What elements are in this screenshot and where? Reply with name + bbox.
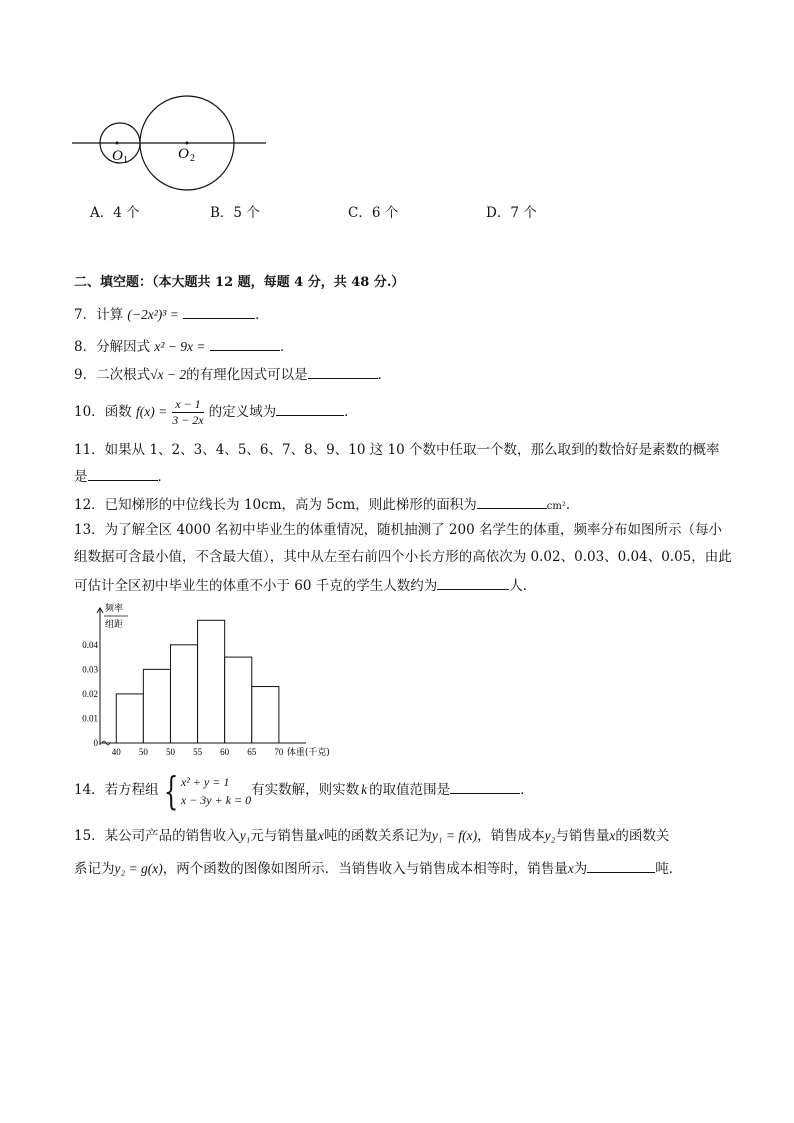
q15-l1e: 与销售量 bbox=[555, 828, 610, 844]
histogram-bar bbox=[198, 620, 225, 743]
question-13-line2: 组数据可含最小值，不含最大值），其中从左至右前四个小长方形的高依次为 0.02、0.03、0.04、0.05，由此 bbox=[74, 549, 732, 565]
histogram-bar bbox=[143, 669, 170, 743]
q12-unit: cm² bbox=[546, 501, 566, 512]
q14-blank bbox=[450, 779, 520, 794]
x-tick-label: 65 bbox=[247, 747, 257, 757]
q13-end: 人． bbox=[509, 578, 537, 594]
q15-x3: x bbox=[567, 861, 574, 876]
x-tick-label: 70 bbox=[274, 747, 284, 757]
q9-end: ． bbox=[377, 367, 392, 383]
q10-num: 10． bbox=[74, 404, 105, 420]
x-tick-label: 60 bbox=[220, 747, 230, 757]
q15-l2b: ，两个函数的图像如图所示．当销售收入与销售成本相等时，销售量 bbox=[162, 861, 568, 877]
x-tick-label: 40 bbox=[111, 747, 121, 757]
q12-end: ． bbox=[565, 497, 580, 513]
q15-f-expr: y₁ = f(x) bbox=[431, 828, 478, 843]
y-label-bottom: 组距 bbox=[105, 620, 124, 630]
question-7 bbox=[74, 304, 269, 325]
q15-end: 吨． bbox=[655, 861, 683, 877]
y-tick-label: 0 bbox=[93, 738, 98, 748]
x-tick-label: 50 bbox=[138, 747, 148, 757]
label-o1: O bbox=[112, 148, 123, 164]
question-10 bbox=[74, 394, 358, 430]
q9-expr: √x − 2 bbox=[150, 367, 187, 382]
q14-var: k bbox=[361, 782, 368, 797]
q10-frac-num: x − 1 bbox=[172, 397, 203, 413]
q15-x1: x bbox=[317, 828, 324, 843]
q10-text2: 的定义域为 bbox=[208, 404, 277, 420]
y-tick-label: 0.01 bbox=[82, 713, 98, 724]
q13-blank bbox=[437, 575, 509, 590]
q14-system bbox=[159, 768, 252, 813]
q15-x2: x bbox=[609, 828, 616, 843]
q10-expr: f(x) = bbox=[135, 404, 168, 419]
q14-text3: 的取值范围是 bbox=[369, 782, 451, 798]
histogram-chart bbox=[80, 600, 330, 762]
q10-end: ． bbox=[344, 404, 358, 420]
question-14 bbox=[74, 768, 534, 812]
q15-l1f: 的函数关 bbox=[615, 828, 670, 844]
q11-blank bbox=[88, 466, 158, 481]
q15-l1d: ，销售成本 bbox=[477, 828, 545, 844]
q15-y1: y₁ bbox=[239, 828, 251, 843]
q15-y2: y₂ bbox=[544, 828, 556, 843]
label-o2-sub: 2 bbox=[190, 153, 195, 164]
y-tick-label: 0.04 bbox=[82, 639, 98, 650]
histogram-bar bbox=[225, 657, 252, 743]
q9-text2: 的有理化因式可以是 bbox=[186, 367, 308, 383]
question-13-line3 bbox=[74, 575, 536, 596]
q13-line3-text: 可估计全区初中毕业生的体重不小于 60 千克的学生人数约为 bbox=[74, 578, 438, 594]
question-11-line1: 11．如果从 1、2、3、4、5、6、7、8、9、10 这 10 个数中任取一个数，那么取到的数恰好是素数的概率 bbox=[74, 442, 720, 458]
q14-text: 若方程组 bbox=[104, 782, 159, 798]
q9-num: 9． bbox=[74, 367, 97, 383]
center-o2 bbox=[186, 142, 189, 145]
histogram-bar bbox=[252, 687, 279, 743]
q15-l2c: 为 bbox=[573, 861, 588, 877]
q15-blank bbox=[587, 858, 655, 873]
q15-l1a: 15．某公司产品的销售收入 bbox=[74, 828, 240, 844]
q14-eq2: x − 3y + k = 0 bbox=[180, 792, 252, 807]
x-tick-label: 50 bbox=[165, 747, 175, 757]
question-15-line1 bbox=[74, 826, 669, 846]
center-o1 bbox=[116, 142, 119, 145]
q10-fraction bbox=[169, 397, 206, 428]
section-heading: 二、填空题：（本大题共 12 题，每题 4 分，共 48 分.） bbox=[74, 275, 405, 290]
q8-num: 8． bbox=[74, 339, 97, 355]
y-tick-label: 0.03 bbox=[82, 664, 98, 675]
q15-l1b: 元与销售量 bbox=[250, 828, 318, 844]
q14-end: ． bbox=[520, 782, 534, 798]
q8-blank bbox=[210, 336, 280, 351]
q7-num: 7． bbox=[74, 307, 97, 323]
histogram-bar bbox=[116, 694, 143, 743]
label-o1-sub: 1 bbox=[123, 155, 128, 166]
question-13-line1: 13．为了解全区 4000 名初中毕业生的体重情况，随机抽测了 200 名学生的体重，频率分布如图所示（每小 bbox=[74, 522, 722, 538]
q10-text: 函数 bbox=[104, 404, 132, 420]
q8-text: 分解因式 bbox=[96, 339, 151, 355]
question-8 bbox=[74, 336, 293, 357]
question-11-line2 bbox=[74, 466, 171, 487]
q9-text: 二次根式 bbox=[96, 367, 151, 383]
choice-d: D．7 个 bbox=[486, 205, 537, 221]
question-15-line2 bbox=[74, 858, 682, 879]
q15-g-expr: y₂ = g(x) bbox=[114, 861, 163, 876]
x-axis-label: 体重(千克) bbox=[286, 748, 330, 758]
q15-l1c: 吨的函数关系记为 bbox=[323, 828, 432, 844]
circles-figure bbox=[70, 98, 270, 190]
choice-a: A．4 个 bbox=[90, 205, 140, 221]
q9-blank bbox=[308, 364, 378, 379]
question-9 bbox=[74, 364, 391, 385]
q14-eq1: x² + y = 1 bbox=[180, 774, 230, 789]
q15-l2a: 系记为 bbox=[74, 861, 115, 877]
y-tick-label: 0.02 bbox=[82, 688, 98, 699]
q14-text2: 有实数解，则实数 bbox=[251, 782, 360, 798]
question-12 bbox=[74, 494, 579, 517]
q10-frac-den: 3 − 2x bbox=[172, 413, 204, 427]
histogram-bar bbox=[170, 645, 197, 743]
q14-num: 14． bbox=[74, 782, 105, 798]
q12-blank bbox=[477, 494, 547, 509]
choice-b: B．5 个 bbox=[210, 205, 260, 221]
q11-end: ． bbox=[157, 469, 171, 485]
q7-blank bbox=[183, 304, 255, 319]
q14-brace: { bbox=[163, 768, 179, 813]
y-label-top: 频率 bbox=[105, 604, 124, 614]
q8-end: ． bbox=[279, 339, 294, 355]
choice-c: C．6 个 bbox=[348, 205, 399, 221]
label-o2: O bbox=[178, 146, 189, 162]
q11-line2-text: 是 bbox=[74, 469, 88, 485]
q12-text: 12．已知梯形的中位线长为 10cm，高为 5cm，则此梯形的面积为 bbox=[74, 497, 477, 513]
q8-expr: x² − 9x = bbox=[154, 339, 206, 354]
q10-blank bbox=[276, 401, 344, 416]
q7-text: 计算 bbox=[96, 307, 124, 323]
q7-expr: (−2x²)³ = bbox=[127, 307, 179, 322]
q7-end: ． bbox=[255, 307, 269, 323]
x-tick-label: 55 bbox=[193, 747, 203, 757]
